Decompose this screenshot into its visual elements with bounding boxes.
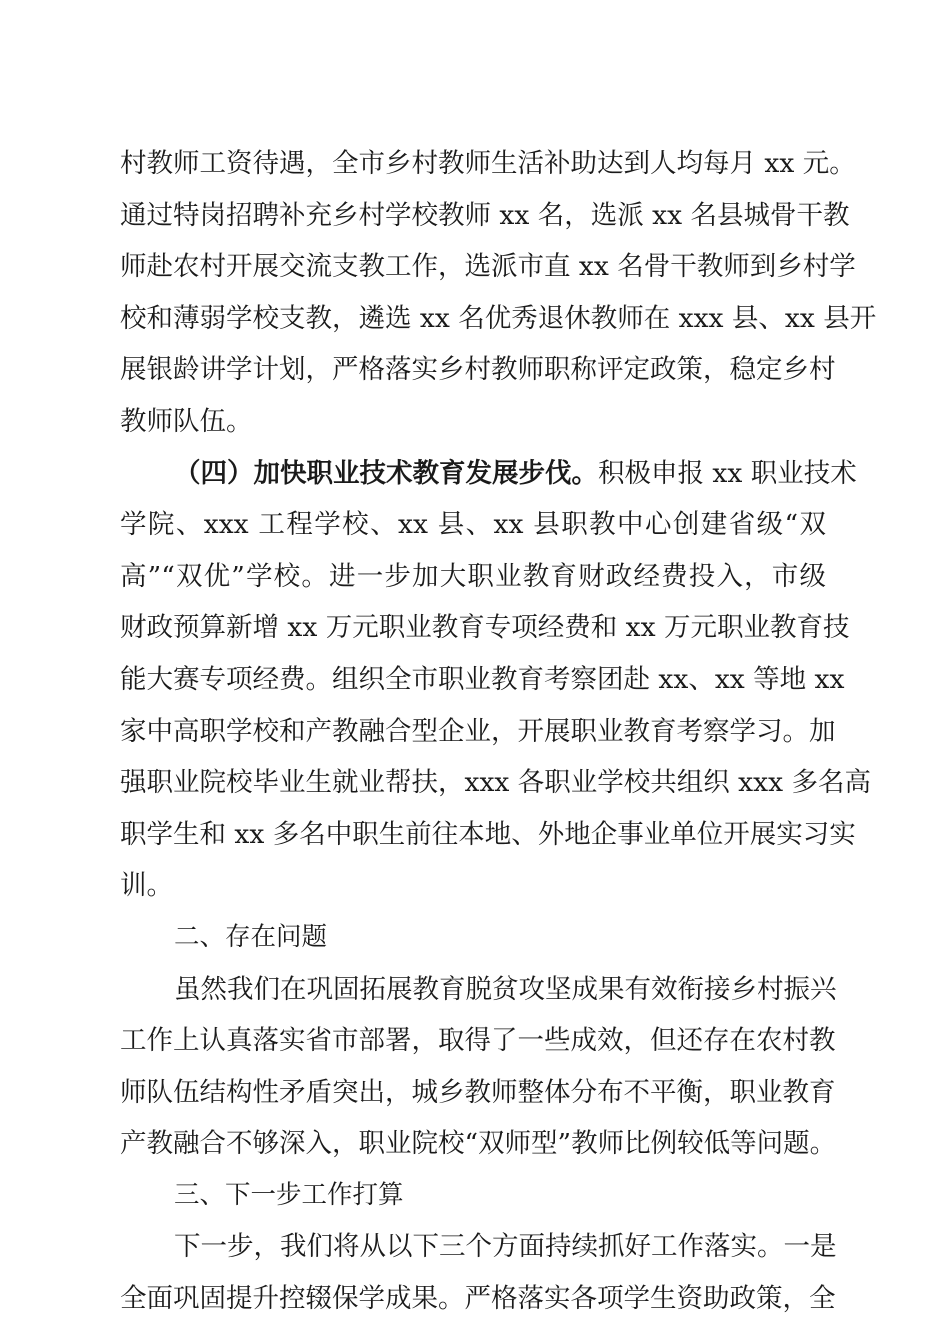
section-heading: 三、下一步工作打算 <box>174 1179 404 1210</box>
paragraph-line: 展银龄讲学计划，严格落实乡村教师职称评定政策，稳定乡村 <box>120 354 836 386</box>
paragraph-line: 校和薄弱学校支教，遴选 xx 名优秀退休教师在 xxx 县、xx 县开 <box>120 302 877 334</box>
paragraph-line: 师赴农村开展交流支教工作，选派市直 xx 名骨干教师到乡村学 <box>120 251 856 283</box>
paragraph-text: 积极申报 xx 职业技术 <box>598 457 857 489</box>
paragraph-line: 全面巩固提升控辍保学成果。严格落实各项学生资助政策，全 <box>120 1283 836 1315</box>
paragraph-line: 产教融合不够深入，职业院校“双师型”教师比例较低等问题。 <box>120 1128 837 1160</box>
paragraph-first-line: 下一步，我们将从以下三个方面持续抓好工作落实。一是 <box>174 1231 837 1263</box>
paragraph-line: 工作上认真落实省市部署，取得了一些成效，但还存在农村教 <box>120 1025 836 1057</box>
paragraph-line: 训。 <box>120 870 173 902</box>
paragraph-first-line <box>120 448 857 500</box>
paragraph-line: 师队伍结构性矛盾突出，城乡教师整体分布不平衡，职业教育 <box>120 1076 836 1108</box>
paragraph-line: 强职业院校毕业生就业帮扶，xxx 各职业学校共组织 xxx 多名高 <box>120 767 871 799</box>
paragraph-line: 通过特岗招聘补充乡村学校教师 xx 名，选派 xx 名县城骨干教 <box>120 199 850 231</box>
paragraph-first-line: 虽然我们在巩固拓展教育脱贫攻坚成果有效衔接乡村振兴 <box>174 973 837 1005</box>
paragraph-line: 家中高职学校和产教融合型企业，开展职业教育考察学习。加 <box>120 715 836 747</box>
paragraph-line: 教师队伍。 <box>120 405 253 437</box>
paragraph-line: 财政预算新增 xx 万元职业教育专项经费和 xx 万元职业教育技 <box>120 612 850 644</box>
section-heading: 二、存在问题 <box>174 921 328 952</box>
document-body <box>120 138 877 1325</box>
paragraph-line: 职学生和 xx 多名中职生前往本地、外地企事业单位开展实习实 <box>120 818 856 850</box>
subsection-heading: （四）加快职业技术教育发展步伐。 <box>174 457 598 489</box>
paragraph-line: 学院、xxx 工程学校、xx 县、xx 县职教中心创建省级“双 <box>120 509 826 541</box>
paragraph-line: 能大赛专项经费。组织全市职业教育考察团赴 xx、xx 等地 xx <box>120 663 845 695</box>
paragraph-line: 村教师工资待遇，全市乡村教师生活补助达到人均每月 xx 元。 <box>120 148 856 179</box>
paragraph-line: 高”“双优”学校。进一步加大职业教育财政经费投入，市级 <box>120 560 826 592</box>
